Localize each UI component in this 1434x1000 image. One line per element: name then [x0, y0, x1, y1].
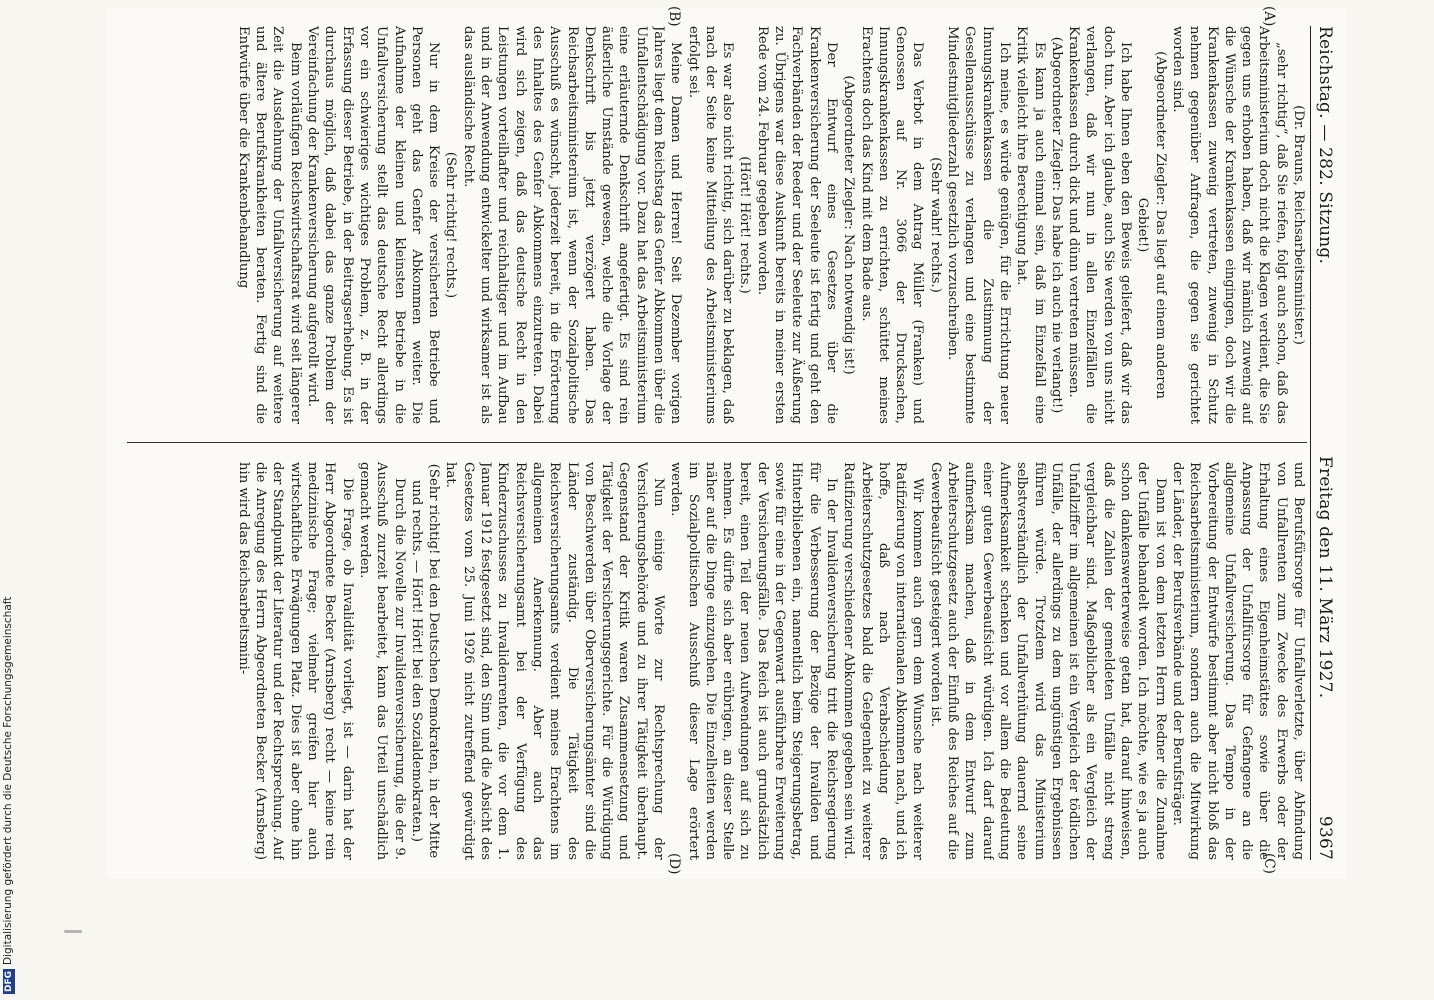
- margin-marker-b: (B): [666, 6, 682, 27]
- paragraph: Wir kommen auch gern dem Wunsche nach weiterer Ratifizierung von internationalen Abkommen nach, und ich hoffe, daß nach Verabschiedung des Arbeiterschutzgesetzes bald die Gelegenheit zu weiterer Ratifizierung verschiedener Abkommen gegeben sein wird.: [841, 462, 926, 860]
- paragraph: Der Entwurf eines Gesetzes über die Krankenversicherung der Seeleute ist fertig und geht den Fachverbänden der Reeder und der Seeleute zur Äußerung zu. Übrigens war diese Auskunft bereits in meiner ersten Rede vom 24. Februar gegeben worden.: [754, 26, 839, 424]
- page-number: 9367: [1315, 815, 1335, 860]
- speaker-line: (Dr. Brauns, Reichsarbeitsminister.): [1291, 105, 1306, 345]
- paragraph: Durch die Novelle zur Invalidenversicherung, die der 9. Ausschuß zurzeit bearbeitet, kann das Urteil unschädlich gemacht werden.: [356, 462, 407, 860]
- interjection: (Sehr richtig! bei den Deutschen Demokraten, in der Mitte und rechts. — Hört! Hört! bei den Sozialdemokraten.): [408, 463, 442, 859]
- paragraph: Das Verbot in dem Antrag Müller (Franken) und Genossen auf Nr. 3066 der Drucksachen, Innungskrankenkassen zu errichten, schüttet meines Erachtens doch das Kind mit dem Bade aus.: [858, 26, 926, 424]
- paragraph: Nun einige Worte zur Rechtsprechung der Versicherungsbehörde und zu ihrer Tätigkeit überhaupt. Gegenstand der Kritik waren Zusammensetzung und Tätigkeit der Versicherungsgerichte. Für die Würdigung von Beschwerden über Oberversicherungsämter sind die Länder zuständig. Die Tätigkeit des Reichsversicherungsamts verdient meines Erachtens im allgemeinen Anerkennung. Aber auch das Reichsversicherungsamt bei der Verfügung des Kinderzuschusses zu Invalidenrenten, die vor dem 1. Januar 1912 festgesetzt sind, den Sinn und die Absicht des Gesetzes vom 25. Juni 1926 nicht zutreffend gewürdigt hat.: [443, 462, 667, 860]
- paragraph: Beim vorläufigen Reichswirtschaftsrat wird seit längerer Zeit die Ausdehnung der Unfallversicherung auf weitere und ältere Berufskrankheiten beraten. Fertig sind die Entwürfe über die Krankenbehandlung: [235, 26, 303, 424]
- paragraph: In der Invalidenversicherung tritt die Reichsregierung für die Verbesserung der Bezüge der Invaliden und Hinterbliebenen ein, namentlich beim Steigerungsbetrag, sowie für eine in der Gegenwart ausführbare Erweiterung der Versicherungsfälle. Das Reich ist auch grundsätzlich bereit, einen Teil der neuen Aufwendungen auf sich zu nehmen. Es dürfte sich aber erübrigen, an dieser Stelle näher auf die Dinge einzugehen. Die Einzelheiten werden im Sozialpolitischen Ausschuß dieser Lage erörtert werden.: [668, 462, 839, 860]
- credit-line: [2, 6, 14, 994]
- dfg-logo-icon: DFG: [4, 970, 14, 992]
- paragraph: Dann ist von dem letzten Herrn Redner die Zunahme der Unfälle behandelt worden. Ich möchte, wie es ja auch schon dankenswerterweise getan hat, darauf hinweisen, daß die Zahlen der gemeldeten Unfälle nicht streng vergleichbar sind. Maßgeblicher als ein Vergleich der Unfallziffer im allgemeinen ist ein Vergleich der tödlichen Unfälle, der allerdings zu dem ungünstigen Ergebnissen führen würde. Trotzdem wird das Ministerium selbstverständlich der Unfallverhütung dauernd seine Aufmerksamkeit schenken und vor allem die Bedeutung einer guten Gewerbeaufsicht würdigen. Ich darf darauf aufmerksam machen, daß in dem Entwurf zum Arbeiterschutzgesetz auch der Einfluß des Reiches auf die Gewerbeaufsicht gesteigert worden ist.: [927, 462, 1168, 860]
- interjection: (Hört! Hört! rechts.): [737, 156, 753, 294]
- margin-marker-a: (A): [1261, 6, 1277, 27]
- interjection: (Sehr richtig! rechts.): [443, 151, 459, 299]
- right-column: [127, 462, 1307, 860]
- header-left: Reichstag. — 282. Sitzung.: [1315, 26, 1335, 265]
- left-column: [127, 26, 1307, 424]
- document-page: [107, 8, 1347, 878]
- scan-smudge: [64, 930, 82, 933]
- paragraph: Nur in dem Kreise der versicherten Betriebe und Personen geht das Genfer Abkommen weiter. Die Aufnahme der kleinen und kleinsten Betriebe in die Unfallversicherung stellt das deutsche Recht allerdings vor ein schwieriges wichtiges Problem, z. B. in der Erfassung dieser Betriebe, in der Beitragserhebung. Es ist durchaus möglich, daß dabei das ganze Problem der Vereinfachung der Krankenversicherung aufgerollt wird.: [305, 26, 442, 424]
- interjection: (Abgeordneter Ziegler: Das habe ich auch nie verlangt!): [1048, 36, 1064, 414]
- paragraph: „sehr richtig“, daß Sie riefen, folgt auch schon, daß das Arbeitsministerium doch nicht die Klagen verdient, die Sie gegen uns erhoben haben, daß wir nämlich zuwenig auf die Wünsche der Krankenkassen eingingen, doch wir die Krankenkassen zuwenig vertreten, zuwenig in Schutz nehmen gegenüber Anfragen, die gegen sie gerichtet worden sind.: [1169, 26, 1289, 424]
- paragraph: Meine Damen und Herren! Seit Dezember vorigen Jahres liegt dem Reichstag das Genfer Abkommen über die Unfallentschädigung vor. Dazu hat das Arbeitsministerium eine erläuternde Denkschrift angefertigt. Es sind rein äußerliche Umstände gewesen, welche die Vorlage der Denkschrift bis jetzt verzögert haben. Das Reichsarbeitsministerium ist, wenn der Sozialpolitische Ausschuß es wünscht, jederzeit bereit, in die Erörterung des Inhaltes des Genfer Abkommens einzutreten. Dabei wird sich zeigen, daß das deutsche Recht in den Leistungen vorteilhafter und reichhaltiger und im Aufbau und in der Anwendung entwickelter und wirksamer ist als das ausländische Recht.: [460, 26, 684, 424]
- paragraph: Es kann ja auch einmal sein, daß im Einzelfall eine Kritik vielleicht ihre Berechtigung hat.: [1014, 26, 1047, 424]
- credit-text: Digitalisierung gefördert durch die Deutsche Forschungsgemeinschaft: [2, 596, 14, 965]
- header-date: Freitag den 11. März 1927.: [1315, 456, 1335, 699]
- paragraph: Es war also nicht richtig, sich darüber zu beklagen, daß nach der Seite keine Mitteilung des Arbeitsministeriums erfolgt sei.: [685, 26, 736, 424]
- page-header: [1310, 26, 1337, 860]
- interjection: (Sehr wahr! rechts.): [927, 157, 943, 293]
- interjection: (Abgeordneter Ziegler: Das liegt auf einem anderen Gebiet!): [1135, 51, 1168, 399]
- paragraph: und Berufsfürsorge für Unfallverletzte, über Abfindung von Unfallrenten zum Zwecke des Erwerbs oder der Erhaltung eines Eigenheimstättes sowie über die Anpassung der Unfallfürsorge für Gefangene an die allgemeine Unfallversicherung. Das Tempo in der Vorbereitung der Entwürfe bestimmt aber nicht bloß das Reichsarbeitsministerium, sondern auch die Mitwirkung der Länder, der Berufsverbände und der Berufsträger.: [1169, 462, 1306, 860]
- paragraph: Ich meine, es würde genügen, für die Errichtung neuer Innungskrankenkassen die Zustimmung der Gesellenausschüsse zu verlangen und eine bestimmte Mindestmitgliederzahl gesetzlich vorzuschreiben.: [945, 26, 1012, 424]
- text-columns: [127, 26, 1307, 860]
- margin-marker-c: (C): [1261, 853, 1277, 874]
- margin-marker-d: (D): [666, 853, 682, 875]
- paragraph: Die Frage, ob Invalidität vorliegt, ist — darin hat der Herr Abgeordnete Becker (Arnsberg) recht — keine rein medizinische Frage; vielmehr greifen hier auch wirtschaftliche Erwägungen Platz. Dies ist aber ohne hin der Standpunkt der Literatur und der Rechtsprechung. Auf die Anregung des Herrn Abgeordneten Becker (Arnsberg) hin wird das Reichsarbeitsmini-: [235, 462, 355, 860]
- digitization-credit: [2, 6, 14, 994]
- paragraph: Ich habe Ihnen eben den Beweis geliefert, daß wir das doch tun. Aber ich glaube, auch Sie werden von uns nicht verlangen, daß wir nun in allen Einzelfällen die Krankenkassen durch dick und dünn vertreten müssen.: [1066, 26, 1134, 424]
- interjection: (Abgeordneter Ziegler: Nach notwendig ist!): [841, 75, 857, 375]
